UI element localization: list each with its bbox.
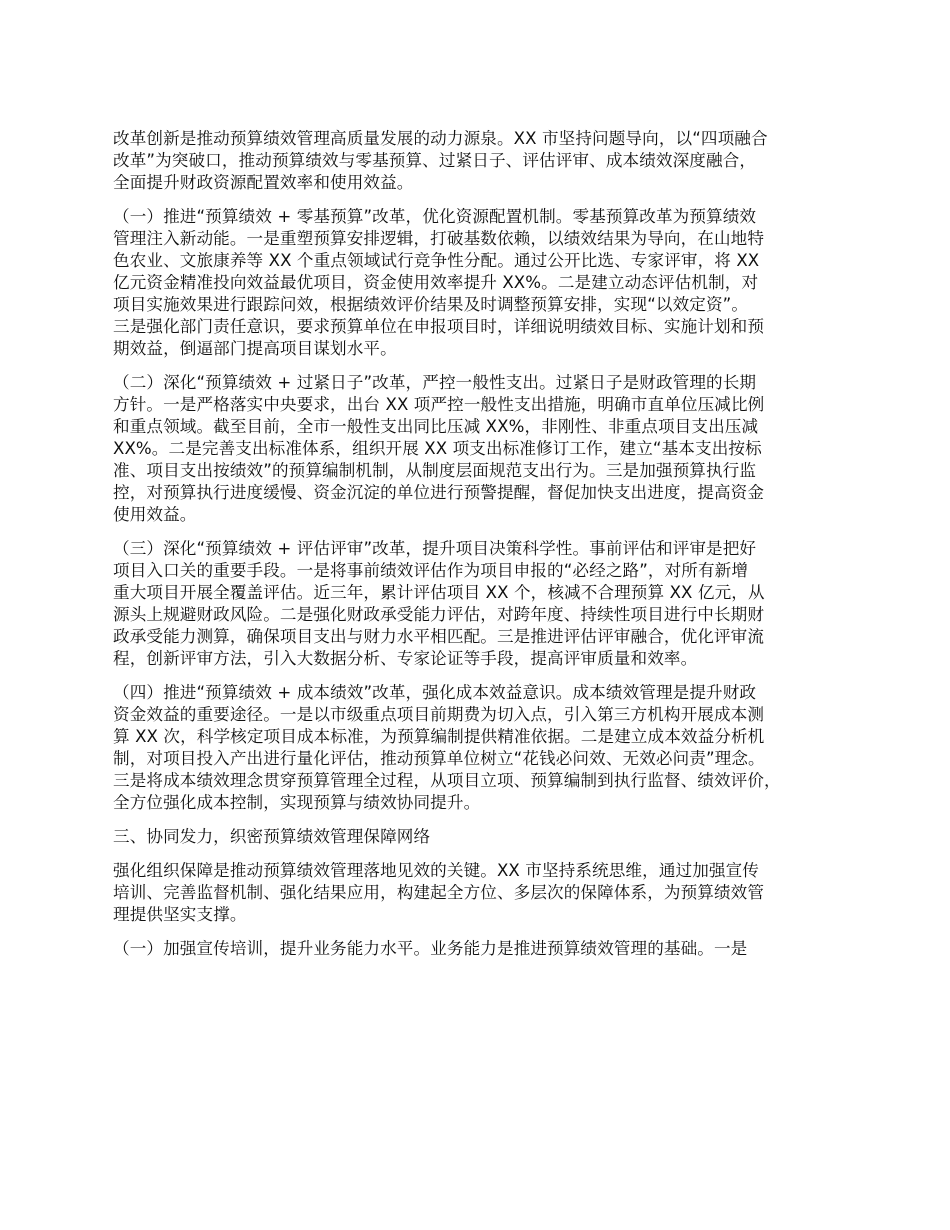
- evaluation-review-paragraph: （三）深化“预算绩效 + 评估评审”改革，提升项目决策科学性。事前评估和评审是把好 项目入口关的重要手段。一是将事前绩效评估作为项目申报的“必经之路”，对所有新增 重大项目开展全覆盖评估。近三年，累计评估项目 XX 个，核减不合理预算 XX 亿元，从 源头上规避财政风险。二是强化财政承受能力评估，对跨年度、持续性项目进行中长期财 政承受能力测算，确保项目支出与财力水平相匹配。三是推进评估评审融合，优化评审流 程，创新评审方法，引入大数据分析、专家论证等手段，提高评审质量和效率。: [113, 539, 765, 668]
- austerity-paragraph: （二）深化“预算绩效 + 过紧日子”改革，严控一般性支出。过紧日子是财政管理的长期 方针。一是严格落实中央要求，出台 XX 项严控一般性支出措施，明确市直单位压减比例 和重点领域。截至目前，全市一般性支出同比压减 XX%，非刚性、非重点项目支出压减 XX%。二是完善支出标准体系，组织开展 XX 项支出标准修订工作，建立“基本支出按标 准、项目支出按绩效”的预算编制机制，从制度层面规范支出行为。三是加强预算执行监 控，对预算执行进度缓慢、资金沉淀的单位进行预警提醒，督促加快支出进度，提高资金 使用效益。: [113, 373, 765, 524]
- zero-based-budget-paragraph: （一）推进“预算绩效 + 零基预算”改革，优化资源配置机制。零基预算改革为预算绩效 管理注入新动能。一是重塑预算安排逻辑，打破基数依赖，以绩效结果为导向，在山地特 色农业、文旅康养等 XX 个重点领域试行竞争性分配。通过公开比选、专家评审，将 XX 亿元资金精准投向效益最优项目，资金使用效率提升 XX%。二是建立动态评估机制，对 项目实施效果进行跟踪问效，根据绩效评价结果及时调整预算安排，实现“以效定资”。 三是强化部门责任意识，要求预算单位在申报项目时，详细说明绩效目标、实施计划和预 期效益，倒逼部门提高项目谋划水平。: [113, 207, 765, 358]
- training-paragraph: （一）加强宣传培训，提升业务能力水平。业务能力是推进预算绩效管理的基础。一是: [113, 939, 748, 958]
- document-body: [113, 128, 855, 972]
- organizational-support-paragraph: 强化组织保障是推动预算绩效管理落地见效的关键。XX 市坚持系统思维，通过加强宣传 培训、完善监督机制、强化结果应用，构建起全方位、多层次的保障体系，为预算绩效管 理提供坚实支撑。: [113, 861, 765, 924]
- section-heading: 三、协同发力，织密预算绩效管理保障网络: [113, 827, 431, 846]
- intro-paragraph: 改革创新是推动预算绩效管理高质量发展的动力源泉。XX 市坚持问题导向，以“四项融合 改革”为突破口，推动预算绩效与零基预算、过紧日子、评估评审、成本绩效深度融合， 全面提升财政资源配置效率和使用效益。: [113, 129, 768, 192]
- cost-performance-paragraph: （四）推进“预算绩效 + 成本绩效”改革，强化成本效益意识。成本绩效管理是提升财政 资金效益的重要途径。一是以市级重点项目前期费为切入点，引入第三方机构开展成本测 算 XX 次，科学核定项目成本标准，为预算编制提供精准依据。二是建立成本效益分析机 制，对项目投入产出进行量化评估，推动预算单位树立“花钱必问效、无效必问责”理念。 三是将成本绩效理念贯穿预算管理全过程，从项目立项、预算编制到执行监督、绩效评价， 全方位强化成本控制，实现预算与绩效协同提升。: [113, 683, 781, 812]
